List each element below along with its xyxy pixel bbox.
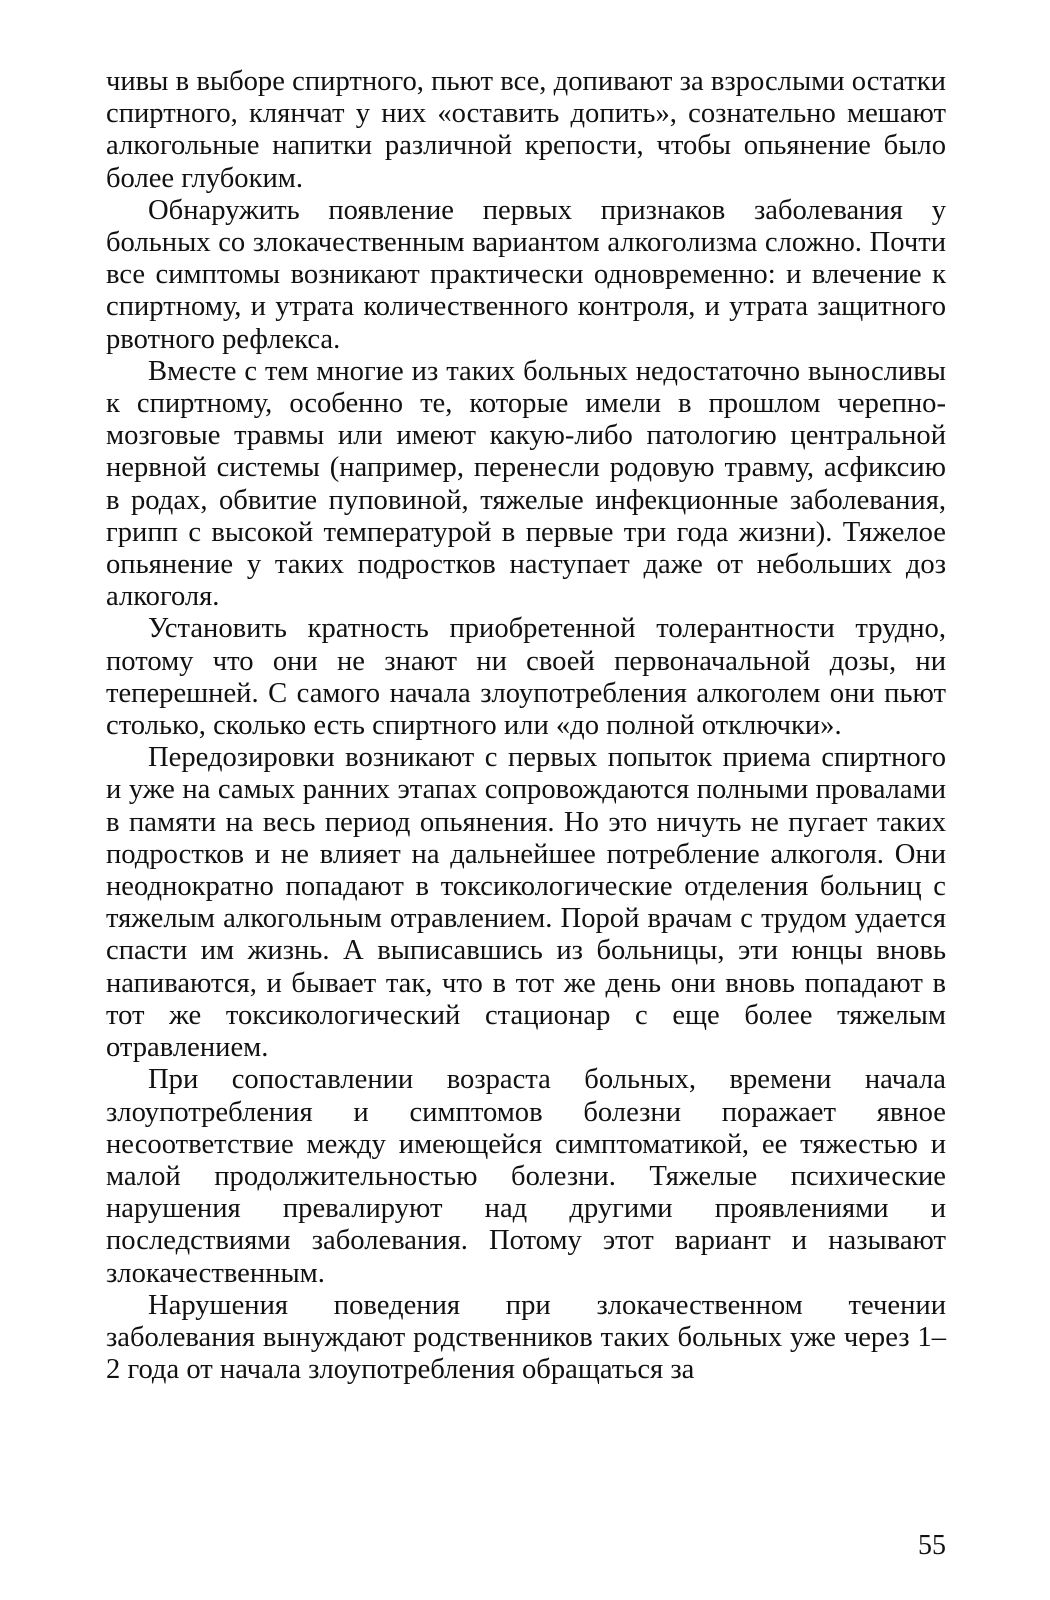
paragraph-2: Обнаружить появление первых признаков заболевания у больных со злокачественным вариантом алкоголизма сложно. Почти все симптомы возникают практически одновременно: и влечение к спиртному, и утрата количественного контроля, и утрата защитного рвотного рефлекса. xyxy=(106,194,946,355)
paragraph-6: При сопоставлении возраста больных, времени начала злоупотребления и симптомов болезни поражает явное несоответствие между имеющейся симптоматикой, ее тяжестью и малой продолжительностью болезни. Тяжелые психические нарушения превалируют над другими проявлениями и последствиями заболевания. Потому этот вариант и называют злокачественным. xyxy=(106,1064,946,1289)
paragraph-5: Передозировки возникают с первых попыток приема спиртного и уже на самых ранних этапах сопровождаются полными провалами в памяти на весь период опьянения. Но это ничуть не пугает таких подростков и не влияет на дальнейшее потребление алкоголя. Они неоднократно попадают в токсикологические отделения больниц с тяжелым алкогольным отравлением. Порой врачам с трудом удается спасти им жизнь. А выписавшись из больницы, эти юнцы вновь напиваются, и бывает так, что в тот же день они вновь попадают в тот же токсикологический стационар с еще более тяжелым отравлением. xyxy=(106,742,946,1064)
paragraph-4: Установить кратность приобретенной толерантности трудно, потому что они не знают ни своей первоначальной дозы, ни теперешней. С самого начала злоупотребления алкоголем они пьют столько, сколько есть спиртного или «до полной отключки». xyxy=(106,613,946,742)
page-text xyxy=(106,66,946,1386)
page-number: 55 xyxy=(918,1530,946,1561)
paragraph-7: Нарушения поведения при злокачественном течении заболевания вынуждают родственников таких больных уже через 1–2 года от начала злоупотребления обращаться за xyxy=(106,1289,946,1386)
paragraph-1: чивы в выборе спиртного, пьют все, допивают за взрослыми остатки спиртного, клянчат у них «оставить допить», сознательно мешают алкогольные напитки различной крепости, чтобы опьянение было более глубоким. xyxy=(106,66,946,194)
paragraph-3: Вместе с тем многие из таких больных недостаточно выносливы к спиртному, особенно те, которые имели в прошлом черепно-мозговые травмы или имеют какую-либо патологию центральной нервной системы (например, перенесли родовую травму, асфиксию в родах, обвитие пуповиной, тяжелые инфекционные заболевания, грипп с высокой температурой в первые три года жизни). Тяжелое опьянение у таких подростков наступает даже от небольших доз алкоголя. xyxy=(106,355,946,613)
